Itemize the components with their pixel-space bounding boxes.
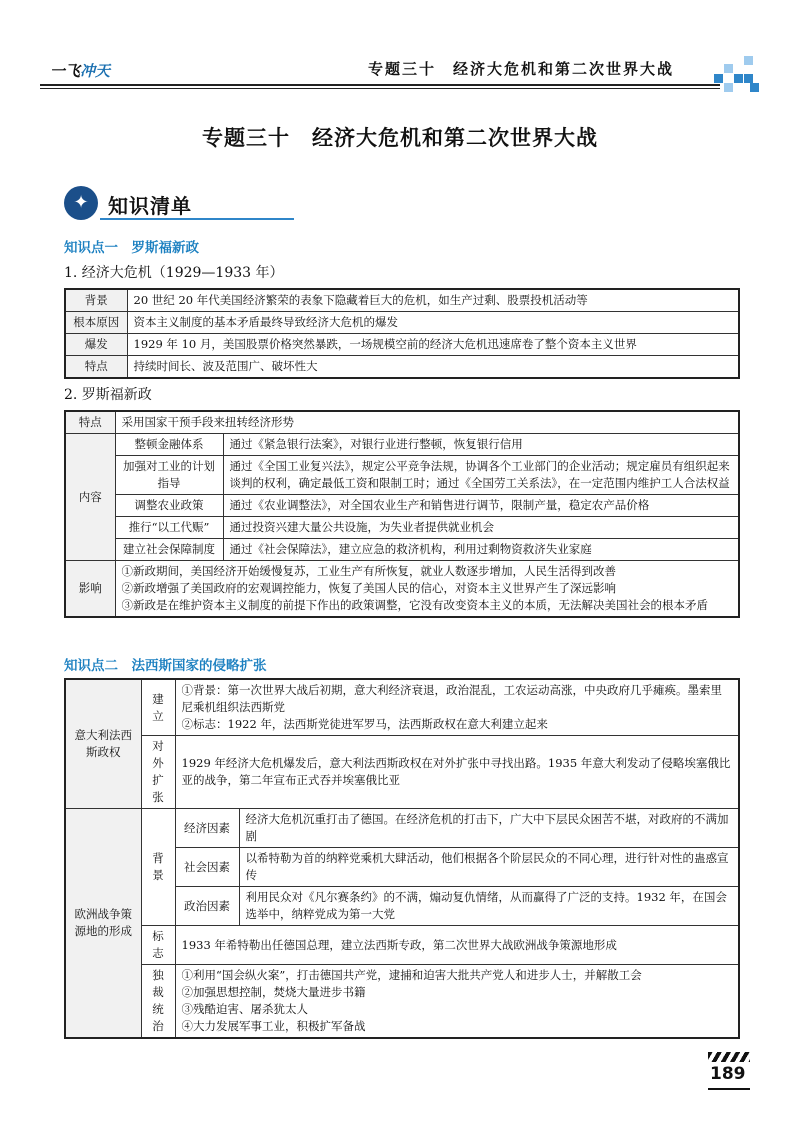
page-number-value: 189 (710, 1064, 746, 1084)
banner-label: 知识清单 (108, 194, 192, 218)
table-row: 内容 整顿金融体系 通过《紧急银行法案》，对银行业进行整顿，恢复银行信用 (65, 434, 739, 456)
dictatorship-item: ④大力发展军事工业，积极扩军备战 (181, 1019, 366, 1033)
page-number-stripes (708, 1052, 750, 1062)
table-row: 爆发 1929 年 10 月，美国股票价格突然暴跌，一场规模空前的经济大危机迅速席卷了整个资本主义世界 (65, 334, 739, 356)
section-2-title: 2. 罗斯福新政 (64, 387, 152, 403)
header-rule-thin (40, 88, 720, 89)
impact-label: 影响 (65, 561, 115, 618)
establish-item: ②标志：1922 年，法西斯党徒进军罗马，法西斯政权在意大利建立起来 (181, 717, 548, 731)
table-row: 建立社会保障制度 通过《社会保障法》，建立应急的救济机构，利用过剩物资救济失业家庭 (65, 539, 739, 561)
table-row: 推行“以工代赈” 通过投资兴建大量公共设施，为失业者提供就业机会 (65, 517, 739, 539)
knowledge-point-2-heading: 知识点二 法西斯国家的侵略扩张 (64, 658, 267, 674)
star-cluster-icon: ✦ (64, 186, 98, 220)
table-row: 背景 20 世纪 20 年代美国经济繁荣的表象下隐藏着巨大的危机，如生产过剩、股票投机活动等 (65, 289, 739, 312)
running-header-title: 专题三十 经济大危机和第二次世界大战 (368, 60, 675, 78)
impact-item: ③新政是在维护资本主义制度的前提下作出的政策调整，它没有改变资本主义的本质，无法解决美国社会的根本矛盾 (121, 598, 708, 612)
content-label: 内容 (65, 434, 115, 561)
header-squares-decoration (714, 56, 760, 92)
table-row: 独裁统治 ①利用“国会纵火案”，打击德国共产党，逮捕和迫害大批共产党人和进步人士，并解散工会 ②加强思想控制，焚烧大量进步书籍 ③残酷迫害、屠杀犹太人 ④大力发展军事工业，积极扩军备战 (65, 965, 739, 1039)
table-row: 特点 持续时间长、波及范围广、破坏性大 (65, 356, 739, 379)
knowledge-point-1-heading: 知识点一 罗斯福新政 (64, 240, 199, 256)
brand-logo: 一飞冲天 (50, 62, 111, 80)
page-number (708, 1052, 750, 1090)
dictatorship-item: ①利用“国会纵火案”，打击德国共产党，逮捕和迫害大批共产党人和进步人士，并解散工会 (181, 968, 642, 982)
page-title: 专题三十 经济大危机和第二次世界大战 (202, 126, 598, 150)
dictatorship-item: ②加强思想控制，焚烧大量进步书籍 (181, 985, 366, 999)
table-row: 加强对工业的计划指导 通过《全国工业复兴法》，规定公平竞争法规，协调各个工业部门的企业活动；规定雇员有组织起来谈判的权利，确定最低工资和限制工时；通过《全国劳工关系法》，在一定范围内维护工人合法权益 (65, 456, 739, 495)
table-row: 政治因素 利用民众对《凡尔赛条约》的不满，煽动复仇情绪，从而赢得了广泛的支持。1932 年，在国会选举中，纳粹党成为第一大党 (65, 887, 739, 926)
italy-fascism-label: 意大利法西斯政权 (65, 679, 141, 809)
table-row: 特点 采用国家干预手段来扭转经济形势 (65, 411, 739, 434)
dictatorship-item: ③残酷迫害、屠杀犹太人 (181, 1002, 308, 1016)
europe-war-origin-label: 欧洲战争策源地的形成 (65, 809, 141, 1039)
table-row: 根本原因 资本主义制度的基本矛盾最终导致经济大危机的爆发 (65, 312, 739, 334)
table-row: 标志 1933 年希特勒出任德国总理，建立法西斯专政，第二次世界大战欧洲战争策源地形成 (65, 926, 739, 965)
table-row: 意大利法西斯政权 建立 ①背景：第一次世界大战后初期，意大利经济衰退，政治混乱，工农运动高涨，中央政府几乎瘫痪。墨索里尼乘机组织法西斯党 ②标志：1922 年，法西斯党徒进军罗马，法西斯政权在意大利建立起来 (65, 679, 739, 736)
impact-item: ①新政期间，美国经济开始缓慢复苏，工业生产有所恢复，就业人数逐步增加，人民生活得到改善 (121, 564, 616, 578)
fascism-table (64, 678, 740, 1039)
banner-underline (100, 218, 294, 220)
impact-item: ②新政增强了美国政府的宏观调控能力，恢复了美国人民的信心，对资本主义世界产生了深远影响 (121, 581, 616, 595)
table-row: 社会因素 以希特勒为首的纳粹党乘机大肆活动，他们根据各个阶层民众的不同心理，进行针对性的蛊惑宣传 (65, 848, 739, 887)
establish-item: ①背景：第一次世界大战后初期，意大利经济衰退，政治混乱，工农运动高涨，中央政府几乎瘫痪。墨索里尼乘机组织法西斯党 (181, 683, 722, 714)
table-row: 调整农业政策 通过《农业调整法》，对全国农业生产和销售进行调节，限制产量，稳定农产品价格 (65, 495, 739, 517)
table-row: 欧洲战争策源地的形成 背景 经济因素 经济大危机沉重打击了德国。在经济危机的打击下，广大中下层民众困苦不堪，对政府的不满加剧 (65, 809, 739, 848)
table-row: 对外扩张 1929 年经济大危机爆发后，意大利法西斯政权在对外扩张中寻找出路。1935 年意大利发动了侵略埃塞俄比亚的战争，第二年宣布正式吞并埃塞俄比亚 (65, 736, 739, 809)
new-deal-table (64, 410, 740, 618)
page-number-underline (708, 1088, 750, 1090)
header-rule (40, 84, 720, 86)
economic-crisis-table (64, 288, 740, 379)
section-1-title: 1. 经济大危机（1929—1933 年） (64, 265, 284, 281)
table-row (65, 561, 739, 618)
knowledge-list-banner (64, 186, 294, 220)
page-header (40, 52, 760, 92)
